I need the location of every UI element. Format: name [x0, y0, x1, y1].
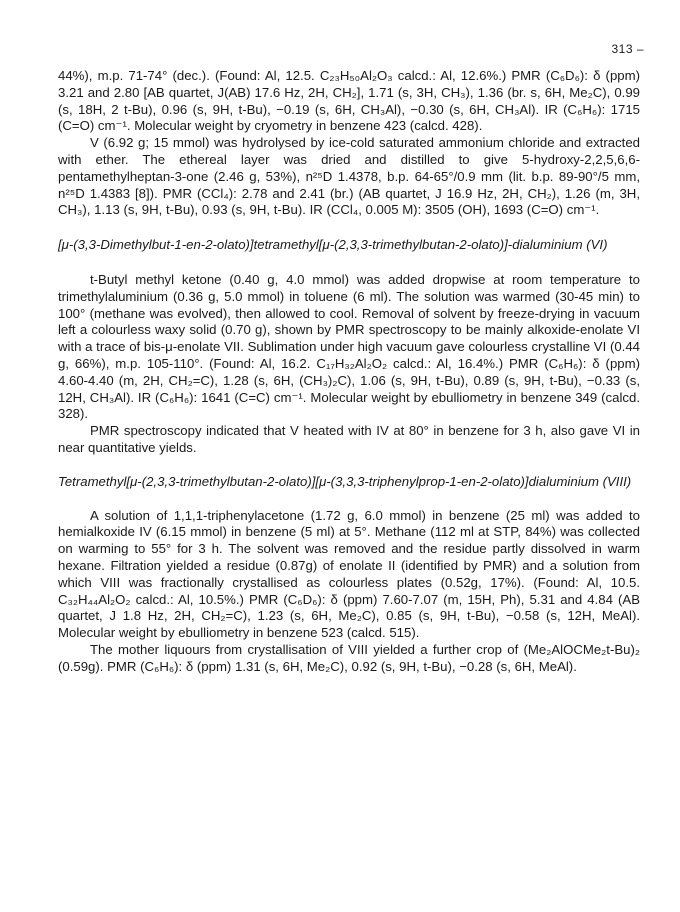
paragraph-synthesis-vi: t-Butyl methyl ketone (0.40 g, 4.0 mmol) was added dropwise at room temperature to trimethylaluminium (0.36 g, 5.0 mmol) in toluene (6 ml). The solution was warmed (30-45 min) to 100° (methane was evolved), then allowed to cool. Removal of solvent by freeze-drying in vacuum left a colourless waxy solid (0.70 g), shown by PMR spectroscopy to be mainly alkoxide-enolate VI with a trace of bis-μ-enolate VII. Sublimation under high vacuum gave colourless crystalline VI (0.44 g, 66%), m.p. 105-110°. (Found: Al, 16.2. C₁₇H₃₂Al₂O₂ calcd.: Al, 16.4%.) PMR (C₆H₆): δ (ppm) 4.60-4.40 (m, 2H, CH₂=C), 1.28 (s, 6H, (CH₃)₂C), 1.06 (s, 9H, t-Bu), 0.89 (s, 9H, t-Bu), −0.33 (s, 12H, CH₃Al). IR (C₆H₆): 1641 (C=C) cm⁻¹. Molecular weight by ebulliometry in benzene 349 (calcd. 328). — [58, 271, 640, 422]
page-body — [58, 68, 640, 676]
paragraph-pmr-note: PMR spectroscopy indicated that V heated with IV at 80° in benzene for 3 h, also gave VI in near quantitative yields. — [58, 423, 640, 455]
page-number: 313 – — [611, 42, 644, 56]
section-heading-compound-vi: [μ-(3,3-Dimethylbut-1-en-2-olato)]tetramethyl[μ-(2,3,3-trimethylbutan-2-olato)]-dialuminium (VI) — [58, 237, 608, 253]
section-heading-compound-viii: Tetramethyl[μ-(2,3,3-trimethylbutan-2-olato)][μ-(3,3,3-triphenylprop-1-en-2-olato)]dialuminium (VIII) — [58, 473, 632, 489]
paragraph-mother-liquors: The mother liquours from crystallisation of VIII yielded a further crop of (Me₂AlOCMe₂t-Bu)₂ (0.59g). PMR (C₆H₆): δ (ppm) 1.31 (s, 6H, Me₂C), 0.92 (s, 9H, t-Bu), −0.28 (s, 6H, MeAl). — [58, 641, 640, 674]
paragraph-synthesis-viii: A solution of 1,1,1-triphenylacetone (1.72 g, 6.0 mmol) in benzene (25 ml) was added to hemialkoxide IV (6.15 mmol) in benzene (5 ml) at 5°. Methane (112 ml at STP, 84%) was collected on warming to 55° for 3 h. The solvent was removed and the residue partly dissolved in warm hexane. Filtration yielded a residue (0.87g) of enolate II (identified by PMR) and a solution from which VIII was fractionally crystallised as colourless plates (0.52g, 17%). (Found: Al, 10.5. C₃₂H₄₄Al₂O₂ calcd.: Al, 10.5%.) PMR (C₆D₆): δ (ppm) 7.60-7.07 (m, 15H, Ph), 5.31 and 4.84 (AB quartet, J 1.8 Hz, 2H, CH₂=C), 1.23 (s, 6H, Me₂C), 0.85 (s, 9H, t-Bu), −0.58 (s, 12H, MeAl). Molecular weight by ebulliometry in benzene 523 (calcd. 515). — [58, 507, 640, 641]
paragraph-hydrolysis: V (6.92 g; 15 mmol) was hydrolysed by ice-cold saturated ammonium chloride and extracted with ether. The ethereal layer was dried and distilled to give 5-hydroxy-2,2,5,6,6-pentamethylheptan-3-one (2.46 g, 53%), n²⁵D 1.4378, b.p. 64-65°/0.9 mm (lit. b.p. 89-90°/5 mm, n²⁵D 1.4383 [8]). PMR (CCl₄): 2.78 and 2.41 (br.) (AB quartet, J 16.9 Hz, 2H, CH₂), 1.26 (m, 3H, CH₃), 1.13 (s, 9H, t-Bu), 0.93 (s, 9H, t-Bu). IR (CCl₄, 0.005 M): 3505 (OH), 1693 (C=O) cm⁻¹. — [58, 135, 640, 218]
paragraph-continued-analysis: 44%), m.p. 71-74° (dec.). (Found: Al, 12.5. C₂₃H₅₀Al₂O₃ calcd.: Al, 12.6%.) PMR (C₆D₆): δ (ppm) 3.21 and 2.80 [AB quartet, J(AB) 17.6 Hz, 2H, CH₂], 1.71 (s, 3H, CH₃), 1.36 (br. s, 6H, Me₂C), 0.99 (s, 18H, 2 t-Bu), 0.96 (s, 9H, t-Bu), −0.19 (s, 6H, CH₃Al), −0.30 (s, 6H, CH₃Al). IR (C₆H₆): 1715 (C=O) cm⁻¹. Molecular weight by cryometry in benzene 423 (calcd. 428). — [58, 68, 640, 134]
